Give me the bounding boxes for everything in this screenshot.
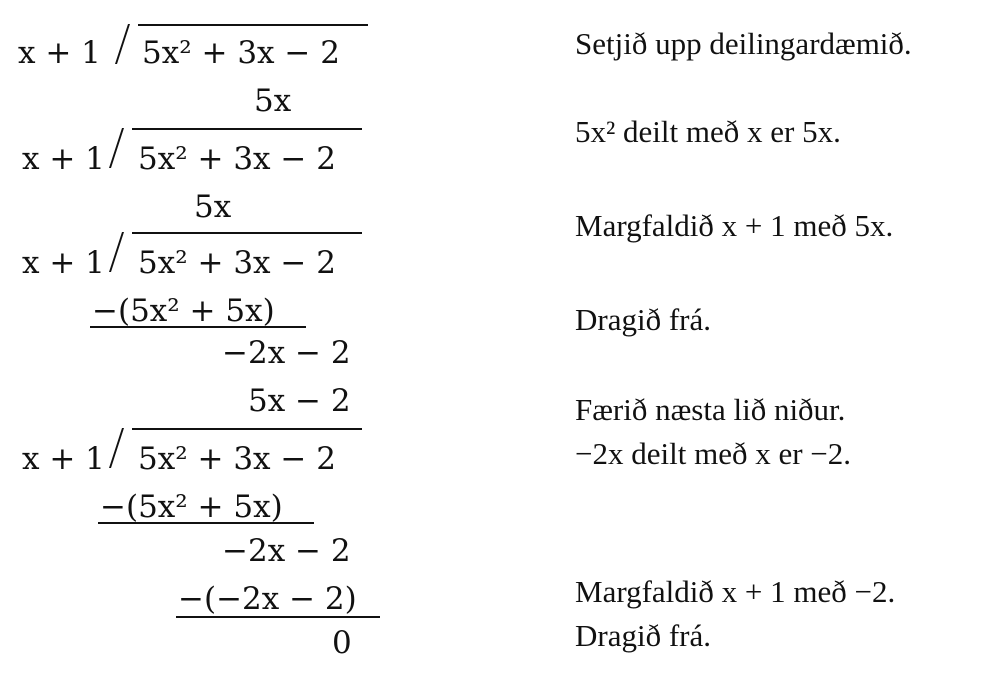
explanation-step5-line1: Færið næsta lið niður. xyxy=(575,392,846,427)
explanation-step4: Dragið frá. xyxy=(575,302,711,337)
division-bracket-step2 xyxy=(132,128,362,130)
division-bracket-step5 xyxy=(132,428,362,430)
divisor-step2: x + 1 xyxy=(22,141,105,177)
remainder-step5: −2x − 2 xyxy=(222,533,351,569)
subtract-line-step3: −(5x² + 5x) xyxy=(92,293,275,329)
divisor-step3: x + 1 xyxy=(22,245,105,281)
explanation-step6-line1: Margfaldið x + 1 með −2. xyxy=(575,574,896,609)
division-bracket-step1 xyxy=(138,24,368,26)
remainder-step4: −2x − 2 xyxy=(222,335,351,371)
dividend-step2: 5x² + 3x − 2 xyxy=(138,141,336,177)
underline-step6 xyxy=(176,616,380,618)
dividend-step3: 5x² + 3x − 2 xyxy=(138,245,336,281)
final-remainder: 0 xyxy=(332,625,352,661)
dividend-step5: 5x² + 3x − 2 xyxy=(138,441,336,477)
explanation-step3: Margfaldið x + 1 með 5x. xyxy=(575,208,894,243)
quotient-step5: 5x − 2 xyxy=(248,383,351,419)
quotient-step3: 5x xyxy=(194,189,232,225)
underline-step5 xyxy=(98,522,314,524)
divisor-step1: x + 1 xyxy=(18,35,101,71)
quotient-step2: 5x xyxy=(254,83,292,119)
subtract-line-step6: −(−2x − 2) xyxy=(178,581,357,617)
explanation-step6-line2: Dragið frá. xyxy=(575,618,711,653)
subtract-line-step5: −(5x² + 5x) xyxy=(100,489,283,525)
divisor-step5: x + 1 xyxy=(22,441,105,477)
division-bracket-step3 xyxy=(132,232,362,234)
explanation-step2: 5x² deilt með x er 5x. xyxy=(575,114,841,149)
underline-step3 xyxy=(90,326,306,328)
explanation-step5-line2: −2x deilt með x er −2. xyxy=(575,436,852,471)
explanation-step1: Setjið upp deilingardæmið. xyxy=(575,26,912,61)
dividend-step1: 5x² + 3x − 2 xyxy=(142,35,340,71)
